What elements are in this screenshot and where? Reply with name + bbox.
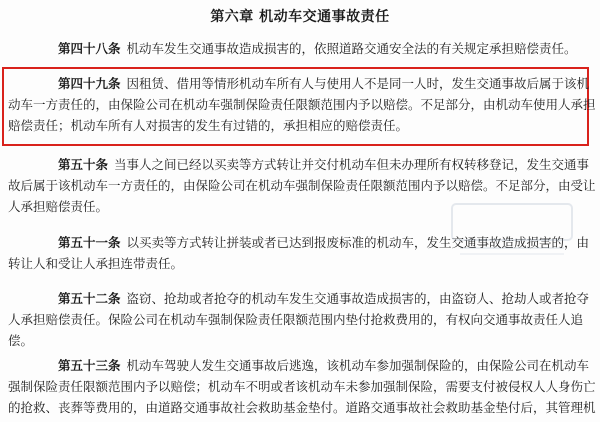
watermark-logo — [442, 198, 582, 268]
article-line — [58, 355, 590, 376]
article-text: 机动车发生交通事故造成损害的，依照道路交通安全法的有关规定承担赔偿责任。 — [126, 41, 577, 56]
article-line: 强制保险责任限额范围内予以赔偿；机动车不明或者该机动车未参加强制保险，需要支付被侵权人人身伤亡 — [8, 379, 596, 394]
article-number: 第五十三条 — [58, 358, 121, 373]
article-number: 第五十条 — [58, 157, 109, 172]
watermark-graphic-icon — [442, 198, 582, 268]
article-52 — [8, 288, 590, 351]
article-line: 转让人和受让人承担连带责任。 — [8, 256, 184, 271]
article-line: 人承担赔偿责任。保险公司在机动车强制保险责任限额范围内垫付抢救费用的，有权向交通事故责任人追 — [8, 312, 584, 327]
article-line — [58, 288, 590, 309]
article-text: 当事人之间已经以买卖等方式转让并交付机动车但未办理所有权转移登记，发生交通事 — [114, 157, 590, 172]
article-text: 盗窃、抢劫或者抢夺的机动车发生交通事故造成损害的，由盗窃人、抢劫人或者抢夺 — [126, 291, 590, 306]
article-number: 第四十九条 — [58, 76, 121, 91]
chapter-title: 第六章 机动车交通事故责任 — [210, 9, 390, 25]
article-line: 故后属于该机动车一方责任的，由保险公司在机动车强制保险责任限额范围内予以赔偿。不足部分，由受让 — [8, 178, 596, 193]
article-text: 因租赁、借用等情形机动车所有人与使用人不是同一人时，发生交通事故后属于该机 — [126, 76, 590, 91]
article-text: 以买卖等方式转让拼装或者已达到报废标准的机动车，发生交通事故造成损害的，由 — [126, 235, 590, 250]
article-line: 赔偿责任；机动车所有人对损害的发生有过错的，承担相应的赔偿责任。 — [8, 118, 409, 133]
article-line: 动车一方责任的，由保险公司在机动车强制保险责任限额范围内予以赔偿。不足部分，由机动车使用人承担 — [8, 97, 596, 112]
article-48 — [58, 38, 584, 59]
article-49 — [8, 73, 596, 136]
article-line: 的抢救、丧葬等费用的，由道路交通事故社会救助基金垫付。道路交通事故社会救助基金垫付后，其管理机 — [8, 400, 596, 415]
article-line: 人承担赔偿责任。 — [8, 199, 109, 214]
article-text: 机动车驾驶人发生交通事故后逃逸，该机动车参加强制保险的，由保险公司在机动车 — [126, 358, 590, 373]
article-line: 偿。 — [8, 333, 34, 348]
article-line — [58, 154, 590, 175]
article-number: 第五十二条 — [58, 291, 121, 306]
article-line — [58, 38, 584, 59]
article-line — [58, 73, 590, 94]
article-number: 第五十一条 — [58, 235, 121, 250]
article-number: 第四十八条 — [58, 41, 121, 56]
article-53 — [8, 355, 596, 418]
